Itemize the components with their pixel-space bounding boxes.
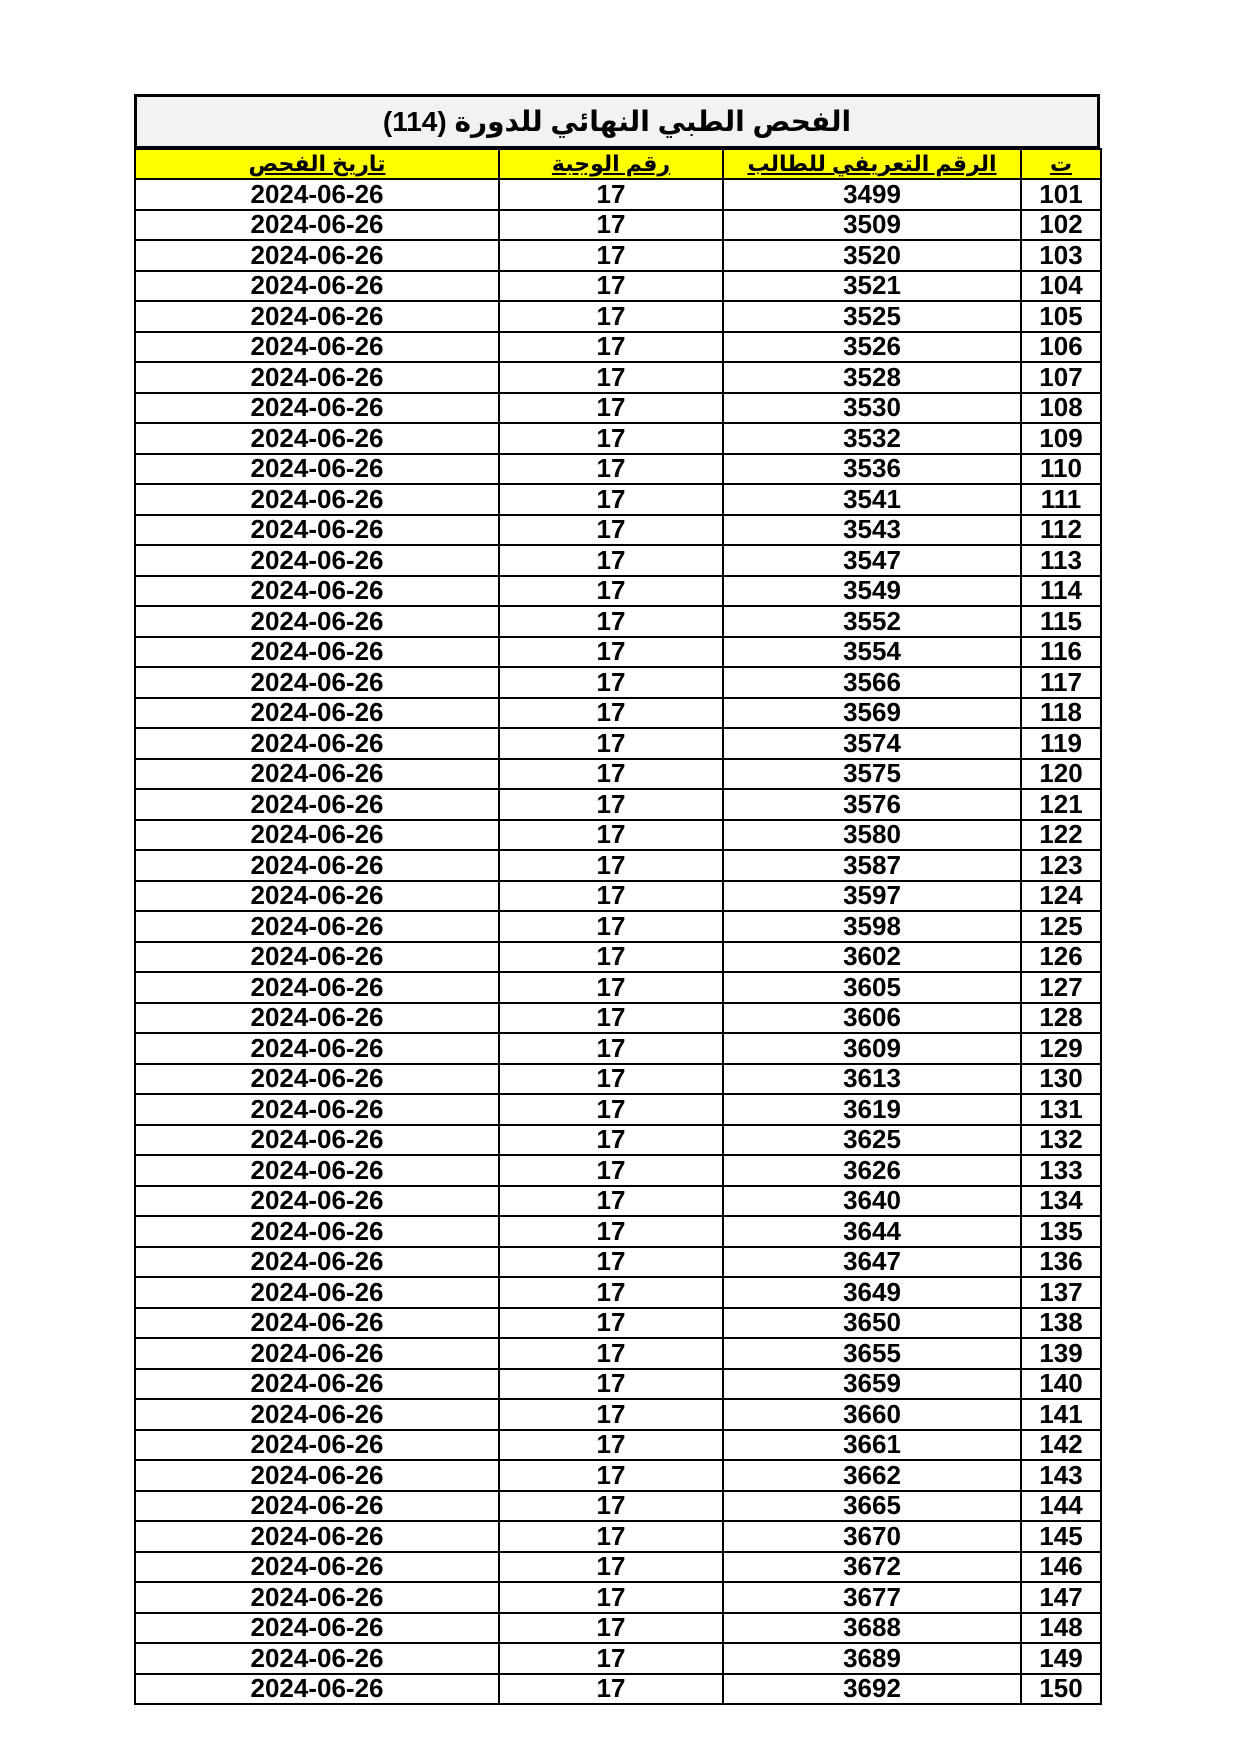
cell-exam-date: 2024-06-26 — [135, 1064, 499, 1095]
cell-student-id: 3574 — [723, 728, 1021, 759]
table-row — [135, 698, 1101, 729]
table-row — [135, 606, 1101, 637]
cell-meal-no: 17 — [499, 1338, 723, 1369]
cell-meal-no: 17 — [499, 637, 723, 668]
cell-meal-no: 17 — [499, 1186, 723, 1217]
cell-student-id: 3626 — [723, 1155, 1021, 1186]
table-row — [135, 1094, 1101, 1125]
cell-seq: 143 — [1021, 1460, 1101, 1491]
cell-exam-date: 2024-06-26 — [135, 1582, 499, 1613]
cell-student-id: 3598 — [723, 911, 1021, 942]
cell-exam-date: 2024-06-26 — [135, 301, 499, 332]
cell-student-id: 3525 — [723, 301, 1021, 332]
table-row — [135, 1430, 1101, 1461]
cell-meal-no: 17 — [499, 1033, 723, 1064]
table-row — [135, 1369, 1101, 1400]
cell-student-id: 3661 — [723, 1430, 1021, 1461]
cell-meal-no: 17 — [499, 515, 723, 546]
cell-meal-no: 17 — [499, 1491, 723, 1522]
cell-meal-no: 17 — [499, 1094, 723, 1125]
table-row — [135, 576, 1101, 607]
cell-student-id: 3521 — [723, 271, 1021, 302]
table-row — [135, 1247, 1101, 1278]
cell-student-id: 3660 — [723, 1399, 1021, 1430]
cell-student-id: 3692 — [723, 1674, 1021, 1705]
cell-exam-date: 2024-06-26 — [135, 789, 499, 820]
cell-seq: 138 — [1021, 1308, 1101, 1339]
cell-seq: 109 — [1021, 423, 1101, 454]
table-row — [135, 728, 1101, 759]
cell-meal-no: 17 — [499, 423, 723, 454]
header-meal-no: رقم الوجبة — [499, 149, 723, 179]
cell-exam-date: 2024-06-26 — [135, 545, 499, 576]
cell-seq: 127 — [1021, 972, 1101, 1003]
cell-meal-no: 17 — [499, 820, 723, 851]
cell-seq: 118 — [1021, 698, 1101, 729]
cell-student-id: 3606 — [723, 1003, 1021, 1034]
cell-seq: 136 — [1021, 1247, 1101, 1278]
cell-meal-no: 17 — [499, 1216, 723, 1247]
cell-seq: 132 — [1021, 1125, 1101, 1156]
cell-exam-date: 2024-06-26 — [135, 728, 499, 759]
cell-meal-no: 17 — [499, 1582, 723, 1613]
cell-student-id: 3547 — [723, 545, 1021, 576]
cell-exam-date: 2024-06-26 — [135, 1308, 499, 1339]
cell-student-id: 3541 — [723, 484, 1021, 515]
cell-seq: 140 — [1021, 1369, 1101, 1400]
cell-exam-date: 2024-06-26 — [135, 454, 499, 485]
cell-meal-no: 17 — [499, 1247, 723, 1278]
cell-meal-no: 17 — [499, 1003, 723, 1034]
cell-student-id: 3672 — [723, 1552, 1021, 1583]
cell-student-id: 3689 — [723, 1643, 1021, 1674]
cell-seq: 112 — [1021, 515, 1101, 546]
page-title: الفحص الطبي النهائي للدورة (114) — [382, 106, 852, 137]
table-row — [135, 1277, 1101, 1308]
cell-exam-date: 2024-06-26 — [135, 1430, 499, 1461]
table-row — [135, 1552, 1101, 1583]
cell-student-id: 3688 — [723, 1613, 1021, 1644]
cell-meal-no: 17 — [499, 240, 723, 271]
cell-seq: 150 — [1021, 1674, 1101, 1705]
cell-exam-date: 2024-06-26 — [135, 1338, 499, 1369]
cell-student-id: 3659 — [723, 1369, 1021, 1400]
table-row — [135, 942, 1101, 973]
cell-seq: 121 — [1021, 789, 1101, 820]
table-row — [135, 1308, 1101, 1339]
cell-seq: 124 — [1021, 881, 1101, 912]
cell-seq: 125 — [1021, 911, 1101, 942]
table-row — [135, 484, 1101, 515]
table-row — [135, 911, 1101, 942]
cell-student-id: 3597 — [723, 881, 1021, 912]
cell-seq: 149 — [1021, 1643, 1101, 1674]
cell-exam-date: 2024-06-26 — [135, 606, 499, 637]
table-row — [135, 332, 1101, 363]
cell-meal-no: 17 — [499, 210, 723, 241]
cell-seq: 103 — [1021, 240, 1101, 271]
cell-seq: 110 — [1021, 454, 1101, 485]
cell-meal-no: 17 — [499, 1643, 723, 1674]
cell-seq: 131 — [1021, 1094, 1101, 1125]
cell-meal-no: 17 — [499, 362, 723, 393]
cell-seq: 120 — [1021, 759, 1101, 790]
cell-exam-date: 2024-06-26 — [135, 332, 499, 363]
cell-student-id: 3605 — [723, 972, 1021, 1003]
cell-exam-date: 2024-06-26 — [135, 881, 499, 912]
table-body — [135, 179, 1101, 1704]
cell-seq: 102 — [1021, 210, 1101, 241]
cell-student-id: 3549 — [723, 576, 1021, 607]
table-row — [135, 1125, 1101, 1156]
cell-meal-no: 17 — [499, 1155, 723, 1186]
cell-seq: 126 — [1021, 942, 1101, 973]
table-row — [135, 820, 1101, 851]
table-row — [135, 881, 1101, 912]
cell-meal-no: 17 — [499, 301, 723, 332]
cell-student-id: 3625 — [723, 1125, 1021, 1156]
cell-exam-date: 2024-06-26 — [135, 362, 499, 393]
cell-exam-date: 2024-06-26 — [135, 637, 499, 668]
cell-student-id: 3569 — [723, 698, 1021, 729]
table-row — [135, 1643, 1101, 1674]
header-exam-date: تاريخ الفحص — [135, 149, 499, 179]
cell-exam-date: 2024-06-26 — [135, 515, 499, 546]
cell-meal-no: 17 — [499, 1308, 723, 1339]
cell-student-id: 3566 — [723, 667, 1021, 698]
cell-seq: 144 — [1021, 1491, 1101, 1522]
table-row — [135, 515, 1101, 546]
table-row — [135, 1003, 1101, 1034]
cell-student-id: 3662 — [723, 1460, 1021, 1491]
cell-exam-date: 2024-06-26 — [135, 1521, 499, 1552]
title-banner — [134, 94, 1100, 148]
cell-meal-no: 17 — [499, 454, 723, 485]
cell-meal-no: 17 — [499, 1674, 723, 1705]
cell-exam-date: 2024-06-26 — [135, 1186, 499, 1217]
cell-meal-no: 17 — [499, 759, 723, 790]
cell-student-id: 3554 — [723, 637, 1021, 668]
cell-student-id: 3649 — [723, 1277, 1021, 1308]
cell-seq: 135 — [1021, 1216, 1101, 1247]
cell-student-id: 3580 — [723, 820, 1021, 851]
table-row — [135, 1216, 1101, 1247]
cell-exam-date: 2024-06-26 — [135, 1399, 499, 1430]
cell-meal-no: 17 — [499, 1613, 723, 1644]
table-row — [135, 1674, 1101, 1705]
cell-meal-no: 17 — [499, 484, 723, 515]
table-row — [135, 1399, 1101, 1430]
cell-exam-date: 2024-06-26 — [135, 179, 499, 210]
cell-exam-date: 2024-06-26 — [135, 759, 499, 790]
cell-seq: 130 — [1021, 1064, 1101, 1095]
cell-exam-date: 2024-06-26 — [135, 1674, 499, 1705]
cell-seq: 141 — [1021, 1399, 1101, 1430]
medical-exam-table — [134, 148, 1102, 1705]
cell-meal-no: 17 — [499, 911, 723, 942]
cell-exam-date: 2024-06-26 — [135, 1216, 499, 1247]
cell-meal-no: 17 — [499, 1430, 723, 1461]
cell-exam-date: 2024-06-26 — [135, 1552, 499, 1583]
cell-exam-date: 2024-06-26 — [135, 271, 499, 302]
cell-student-id: 3528 — [723, 362, 1021, 393]
table-row — [135, 1460, 1101, 1491]
cell-student-id: 3530 — [723, 393, 1021, 424]
cell-meal-no: 17 — [499, 545, 723, 576]
cell-exam-date: 2024-06-26 — [135, 576, 499, 607]
cell-meal-no: 17 — [499, 1399, 723, 1430]
cell-exam-date: 2024-06-26 — [135, 972, 499, 1003]
cell-meal-no: 17 — [499, 698, 723, 729]
cell-meal-no: 17 — [499, 942, 723, 973]
table-row — [135, 1582, 1101, 1613]
cell-student-id: 3499 — [723, 179, 1021, 210]
cell-exam-date: 2024-06-26 — [135, 1277, 499, 1308]
document-sheet — [134, 94, 1100, 1705]
cell-meal-no: 17 — [499, 179, 723, 210]
cell-meal-no: 17 — [499, 789, 723, 820]
cell-seq: 123 — [1021, 850, 1101, 881]
cell-exam-date: 2024-06-26 — [135, 210, 499, 241]
cell-exam-date: 2024-06-26 — [135, 1369, 499, 1400]
cell-student-id: 3587 — [723, 850, 1021, 881]
table-row — [135, 1338, 1101, 1369]
cell-seq: 148 — [1021, 1613, 1101, 1644]
cell-meal-no: 17 — [499, 972, 723, 1003]
cell-seq: 106 — [1021, 332, 1101, 363]
cell-seq: 116 — [1021, 637, 1101, 668]
cell-seq: 115 — [1021, 606, 1101, 637]
cell-student-id: 3509 — [723, 210, 1021, 241]
table-row — [135, 972, 1101, 1003]
table-row — [135, 454, 1101, 485]
cell-meal-no: 17 — [499, 667, 723, 698]
cell-exam-date: 2024-06-26 — [135, 1613, 499, 1644]
cell-seq: 114 — [1021, 576, 1101, 607]
cell-meal-no: 17 — [499, 1064, 723, 1095]
cell-seq: 145 — [1021, 1521, 1101, 1552]
cell-exam-date: 2024-06-26 — [135, 1003, 499, 1034]
cell-exam-date: 2024-06-26 — [135, 820, 499, 851]
cell-student-id: 3677 — [723, 1582, 1021, 1613]
cell-exam-date: 2024-06-26 — [135, 911, 499, 942]
cell-seq: 117 — [1021, 667, 1101, 698]
cell-student-id: 3602 — [723, 942, 1021, 973]
table-row — [135, 393, 1101, 424]
cell-seq: 101 — [1021, 179, 1101, 210]
cell-meal-no: 17 — [499, 881, 723, 912]
cell-student-id: 3647 — [723, 1247, 1021, 1278]
cell-student-id: 3650 — [723, 1308, 1021, 1339]
cell-seq: 128 — [1021, 1003, 1101, 1034]
cell-exam-date: 2024-06-26 — [135, 1643, 499, 1674]
cell-student-id: 3576 — [723, 789, 1021, 820]
cell-student-id: 3613 — [723, 1064, 1021, 1095]
cell-exam-date: 2024-06-26 — [135, 942, 499, 973]
cell-exam-date: 2024-06-26 — [135, 423, 499, 454]
cell-exam-date: 2024-06-26 — [135, 850, 499, 881]
cell-exam-date: 2024-06-26 — [135, 667, 499, 698]
cell-seq: 105 — [1021, 301, 1101, 332]
cell-seq: 104 — [1021, 271, 1101, 302]
cell-student-id: 3532 — [723, 423, 1021, 454]
cell-meal-no: 17 — [499, 1460, 723, 1491]
cell-meal-no: 17 — [499, 728, 723, 759]
cell-seq: 108 — [1021, 393, 1101, 424]
cell-student-id: 3640 — [723, 1186, 1021, 1217]
cell-exam-date: 2024-06-26 — [135, 393, 499, 424]
table-row — [135, 179, 1101, 210]
cell-meal-no: 17 — [499, 393, 723, 424]
cell-meal-no: 17 — [499, 332, 723, 363]
table-row — [135, 1064, 1101, 1095]
table-row — [135, 210, 1101, 241]
cell-seq: 129 — [1021, 1033, 1101, 1064]
cell-meal-no: 17 — [499, 850, 723, 881]
cell-meal-no: 17 — [499, 1125, 723, 1156]
header-seq: ت — [1021, 149, 1101, 179]
cell-student-id: 3670 — [723, 1521, 1021, 1552]
table-row — [135, 240, 1101, 271]
table-row — [135, 667, 1101, 698]
cell-student-id: 3520 — [723, 240, 1021, 271]
cell-seq: 146 — [1021, 1552, 1101, 1583]
cell-student-id: 3609 — [723, 1033, 1021, 1064]
table-row — [135, 1033, 1101, 1064]
cell-meal-no: 17 — [499, 1552, 723, 1583]
cell-seq: 137 — [1021, 1277, 1101, 1308]
table-row — [135, 1521, 1101, 1552]
cell-exam-date: 2024-06-26 — [135, 698, 499, 729]
table-row — [135, 271, 1101, 302]
cell-seq: 142 — [1021, 1430, 1101, 1461]
cell-seq: 147 — [1021, 1582, 1101, 1613]
table-row — [135, 423, 1101, 454]
cell-exam-date: 2024-06-26 — [135, 1247, 499, 1278]
cell-student-id: 3644 — [723, 1216, 1021, 1247]
cell-exam-date: 2024-06-26 — [135, 1033, 499, 1064]
cell-exam-date: 2024-06-26 — [135, 1155, 499, 1186]
table-row — [135, 637, 1101, 668]
cell-seq: 119 — [1021, 728, 1101, 759]
table-row — [135, 1155, 1101, 1186]
cell-student-id: 3619 — [723, 1094, 1021, 1125]
cell-meal-no: 17 — [499, 1369, 723, 1400]
cell-exam-date: 2024-06-26 — [135, 1094, 499, 1125]
cell-exam-date: 2024-06-26 — [135, 1460, 499, 1491]
table-row — [135, 1613, 1101, 1644]
cell-seq: 107 — [1021, 362, 1101, 393]
cell-meal-no: 17 — [499, 606, 723, 637]
cell-seq: 111 — [1021, 484, 1101, 515]
cell-seq: 133 — [1021, 1155, 1101, 1186]
table-row — [135, 362, 1101, 393]
table-row — [135, 850, 1101, 881]
cell-exam-date: 2024-06-26 — [135, 1491, 499, 1522]
cell-seq: 134 — [1021, 1186, 1101, 1217]
header-student-id: الرقم التعريفي للطالب — [723, 149, 1021, 179]
table-row — [135, 759, 1101, 790]
table-header-row — [135, 149, 1101, 179]
cell-seq: 113 — [1021, 545, 1101, 576]
cell-seq: 122 — [1021, 820, 1101, 851]
cell-exam-date: 2024-06-26 — [135, 240, 499, 271]
cell-student-id: 3526 — [723, 332, 1021, 363]
cell-exam-date: 2024-06-26 — [135, 484, 499, 515]
table-row — [135, 789, 1101, 820]
cell-student-id: 3665 — [723, 1491, 1021, 1522]
cell-meal-no: 17 — [499, 1277, 723, 1308]
table-row — [135, 301, 1101, 332]
table-row — [135, 1491, 1101, 1522]
cell-student-id: 3543 — [723, 515, 1021, 546]
cell-student-id: 3575 — [723, 759, 1021, 790]
cell-student-id: 3655 — [723, 1338, 1021, 1369]
cell-student-id: 3536 — [723, 454, 1021, 485]
table-row — [135, 1186, 1101, 1217]
table-row — [135, 545, 1101, 576]
cell-meal-no: 17 — [499, 1521, 723, 1552]
cell-student-id: 3552 — [723, 606, 1021, 637]
cell-meal-no: 17 — [499, 271, 723, 302]
cell-exam-date: 2024-06-26 — [135, 1125, 499, 1156]
cell-seq: 139 — [1021, 1338, 1101, 1369]
cell-meal-no: 17 — [499, 576, 723, 607]
